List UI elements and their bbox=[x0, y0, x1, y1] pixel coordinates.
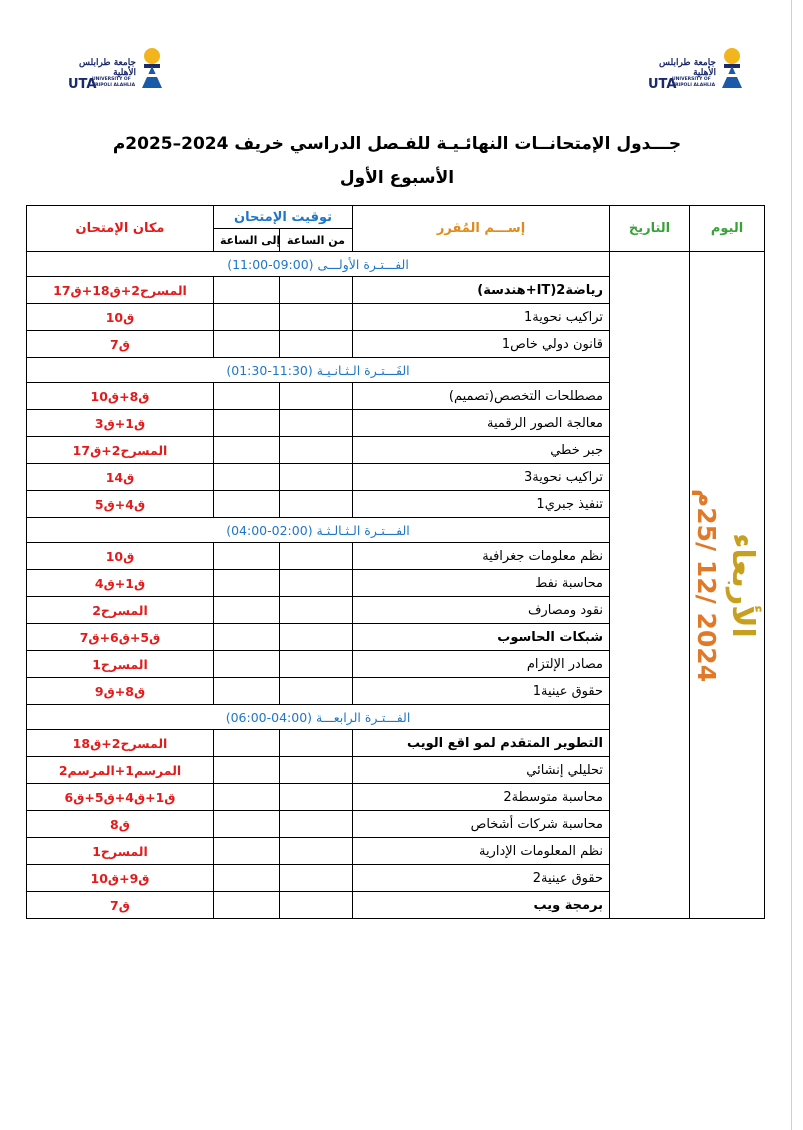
from-time-cell bbox=[280, 304, 353, 331]
exam-location: ق10 bbox=[27, 543, 214, 570]
from-time-cell bbox=[280, 570, 353, 597]
course-name: قانون دولي خاص1 bbox=[353, 331, 610, 358]
logo-emblem-icon bbox=[718, 44, 746, 90]
course-name: محاسبة نفط bbox=[353, 570, 610, 597]
university-logo bbox=[66, 44, 166, 92]
to-time-cell bbox=[214, 678, 280, 705]
period-header: الفـــتـرة الرابعـــة (04:00-06:00) bbox=[27, 705, 610, 730]
to-time-cell bbox=[214, 865, 280, 892]
header-day: اليوم bbox=[690, 206, 765, 252]
exam-location: ق8+ق9 bbox=[27, 678, 214, 705]
course-name: نظم المعلومات الإدارية bbox=[353, 838, 610, 865]
exam-location: ق7 bbox=[27, 892, 214, 919]
course-name: شبكات الحاسوب bbox=[353, 624, 610, 651]
exam-location: ق7 bbox=[27, 331, 214, 358]
course-name: التطوير المتقدم لمو اقع الويب bbox=[353, 730, 610, 757]
exam-location: المسرح2+ق18 bbox=[27, 730, 214, 757]
to-time-cell bbox=[214, 811, 280, 838]
period-header: الفـــتـرة الـثـالـثـة (02:00-04:00) bbox=[27, 518, 610, 543]
university-logo bbox=[646, 44, 746, 92]
exam-location: ق5+ق6+ق7 bbox=[27, 624, 214, 651]
exam-location: ق4+ق5 bbox=[27, 491, 214, 518]
exam-location: المسرح1 bbox=[27, 838, 214, 865]
course-name: مصطلحات التخصص(تصميم) bbox=[353, 383, 610, 410]
header-location: مكان الإمتحان bbox=[27, 206, 214, 252]
logo-university-name: UNIVERSITY OF TRIPOLI ALAHLIA bbox=[92, 77, 136, 88]
header-exam-time: توقيت الإمتحان bbox=[214, 206, 353, 229]
header-date: التاريخ bbox=[610, 206, 690, 252]
to-time-cell bbox=[214, 570, 280, 597]
to-time-cell bbox=[214, 277, 280, 304]
header-to-time: إلى الساعة bbox=[214, 229, 280, 252]
exam-location: ق10 bbox=[27, 304, 214, 331]
to-time-cell bbox=[214, 383, 280, 410]
course-name: رياضة2(IT+هندسة) bbox=[353, 277, 610, 304]
header-course: إســـم المُقرر bbox=[353, 206, 610, 252]
from-time-cell bbox=[280, 784, 353, 811]
to-time-cell bbox=[214, 838, 280, 865]
from-time-cell bbox=[280, 811, 353, 838]
course-name: حقوق عينية2 bbox=[353, 865, 610, 892]
logo-emblem-icon bbox=[138, 44, 166, 90]
exam-day: الأربعاء bbox=[724, 532, 760, 638]
exam-date: 2024 /12 /25م bbox=[692, 488, 722, 682]
course-name: برمجة ويب bbox=[353, 892, 610, 919]
from-time-cell bbox=[280, 597, 353, 624]
course-name: محاسبة شركات أشخاص bbox=[353, 811, 610, 838]
from-time-cell bbox=[280, 838, 353, 865]
course-name: نظم معلومات جغرافية bbox=[353, 543, 610, 570]
exam-location: ق1+ق3 bbox=[27, 410, 214, 437]
exam-location: المسرح2 bbox=[27, 597, 214, 624]
from-time-cell bbox=[280, 464, 353, 491]
from-time-cell bbox=[280, 383, 353, 410]
course-name: مصادر الإلتزام bbox=[353, 651, 610, 678]
page-title: جـــدول الإمتحانــات النهائـيـة للفـصل الدراسي خريف 2024–2025م bbox=[112, 134, 682, 154]
exam-location: المسرح2+ق17 bbox=[27, 437, 214, 464]
to-time-cell bbox=[214, 491, 280, 518]
to-time-cell bbox=[214, 304, 280, 331]
exam-location: ق8+ق10 bbox=[27, 383, 214, 410]
to-time-cell bbox=[214, 784, 280, 811]
period-header: الفَـــتـرة الـثـانـيـة (11:30-01:30) bbox=[27, 358, 610, 383]
from-time-cell bbox=[280, 410, 353, 437]
from-time-cell bbox=[280, 730, 353, 757]
from-time-cell bbox=[280, 437, 353, 464]
logo-university-name: UNIVERSITY OF TRIPOLI ALAHLIA bbox=[672, 77, 716, 88]
course-name: تراكيب نحوية1 bbox=[353, 304, 610, 331]
from-time-cell bbox=[280, 624, 353, 651]
course-name: نقود ومصارف bbox=[353, 597, 610, 624]
from-time-cell bbox=[280, 651, 353, 678]
exam-location: المرسم1+المرسم2 bbox=[27, 757, 214, 784]
exam-location: المسرح2+ق18+ق17 bbox=[27, 277, 214, 304]
exam-location: ق8 bbox=[27, 811, 214, 838]
to-time-cell bbox=[214, 624, 280, 651]
logo-abbreviation: UTA bbox=[68, 77, 97, 92]
course-name: جبر خطي bbox=[353, 437, 610, 464]
from-time-cell bbox=[280, 678, 353, 705]
exam-location: ق9+ق10 bbox=[27, 865, 214, 892]
from-time-cell bbox=[280, 865, 353, 892]
to-time-cell bbox=[214, 651, 280, 678]
from-time-cell bbox=[280, 491, 353, 518]
to-time-cell bbox=[214, 464, 280, 491]
to-time-cell bbox=[214, 437, 280, 464]
exam-location: ق1+ق4+ق5+ق6 bbox=[27, 784, 214, 811]
week-subtitle: الأسبوع الأول bbox=[339, 168, 455, 188]
course-name: تحليلي إنشائي bbox=[353, 757, 610, 784]
logo-arabic-name: جامعة طرابلس الأهلية bbox=[658, 58, 716, 78]
to-time-cell bbox=[214, 543, 280, 570]
from-time-cell bbox=[280, 543, 353, 570]
to-time-cell bbox=[214, 331, 280, 358]
exam-schedule-table bbox=[26, 205, 765, 919]
logo-arabic-name: جامعة طرابلس الأهلية bbox=[78, 58, 136, 78]
from-time-cell bbox=[280, 892, 353, 919]
course-name: تنفيذ جبري1 bbox=[353, 491, 610, 518]
exam-location: المسرح1 bbox=[27, 651, 214, 678]
exam-location: ق1+ق4 bbox=[27, 570, 214, 597]
exam-location: ق14 bbox=[27, 464, 214, 491]
course-name: معالجة الصور الرقمية bbox=[353, 410, 610, 437]
from-time-cell bbox=[280, 331, 353, 358]
to-time-cell bbox=[214, 892, 280, 919]
logo-abbreviation: UTA bbox=[648, 77, 677, 92]
course-name: محاسبة متوسطة2 bbox=[353, 784, 610, 811]
to-time-cell bbox=[214, 410, 280, 437]
from-time-cell bbox=[280, 757, 353, 784]
date-cell bbox=[610, 252, 722, 919]
header-from-time: من الساعة bbox=[280, 229, 353, 252]
from-time-cell bbox=[280, 277, 353, 304]
period-header: الفـــتـرة الأولـــى (09:00-11:00) bbox=[27, 252, 610, 277]
course-name: حقوق عينية1 bbox=[353, 678, 610, 705]
to-time-cell bbox=[214, 757, 280, 784]
to-time-cell bbox=[214, 597, 280, 624]
course-name: تراكيب نحوية3 bbox=[353, 464, 610, 491]
to-time-cell bbox=[214, 730, 280, 757]
